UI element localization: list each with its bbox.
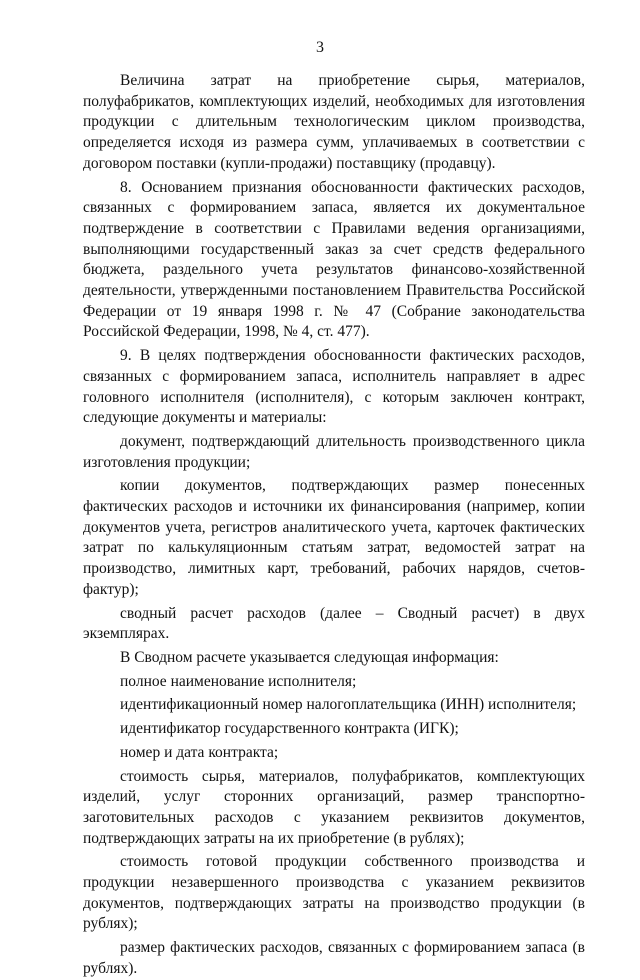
list-item-finished-products-cost: стоимость готовой продукции собственного производства и продукции незавершенного производства с указанием реквизитов документов, подтверждающих затраты на производство продукции (в рублях); [83, 853, 585, 933]
paragraph-material-costs: Величина затрат на приобретение сырья, материалов, полуфабрикатов, комплектующих изделий, необходимых для изготовления продукции с длительным технологическим циклом производства, определяется исходя из размера сумм, уплачиваемых в соответствии с договором поставки (купли-продажи) поставщику (продавцу). [83, 72, 585, 172]
list-item-summary-calculation: сводный расчет расходов (далее – Сводный расчет) в двух экземплярах. [83, 604, 585, 643]
list-item-contract-number-date: номер и дата контракта; [120, 743, 279, 761]
paragraph-item-8: 8. Основанием признания обоснованности фактических расходов, связанных с формированием запаса, является их документальное подтверждение в соответствии с Правилами ведения организациями, выполняющими государственный заказ за счет средств федерального бюджета, раздельного учета результатов финансово-хозяйственной деятельности, утвержденными постановлением Правительства Российской Федерации от 19 января 1998 г. № 47 (Собрание законодательства Российской Федерации, 1998, № 4, ст. 477). [83, 178, 585, 341]
list-item-expense-copies: копии документов, подтверждающих размер понесенных фактических расходов и источники их финансирования (например, копии документов учета, регистров аналитического учета, карточек фактических затрат по калькуляционным статьям затрат, ведомостей затрат на производство, лимитных карт, требований, рабочих нарядов, счетов-фактур); [83, 477, 585, 598]
paragraph-item-9: 9. В целях подтверждения обоснованности фактических расходов, связанных с формированием запаса, исполнитель направляет в адрес головного исполнителя (исполнителя), с которым заключен контракт, следующие документы и материалы: [83, 347, 585, 427]
paragraph-summary-info-intro: В Сводном расчете указывается следующая информация: [120, 648, 499, 666]
list-item-actual-expenses: размер фактических расходов, связанных с формированием запаса (в рублях). [83, 939, 585, 977]
list-item-materials-cost: стоимость сырья, материалов, полуфабрикатов, комплектующих изделий, услуг сторонних организаций, размер транспортно-заготовительных расходов с указанием реквизитов документов, подтверждающих затраты на их приобретение (в рублях); [83, 767, 585, 847]
document-body [83, 71, 585, 980]
list-item-contractor-name: полное наименование исполнителя; [120, 672, 357, 690]
page-number: 3 [316, 39, 324, 56]
list-item-inn: идентификационный номер налогоплательщика (ИНН) исполнителя; [120, 696, 577, 714]
list-item-production-cycle-document: документ, подтверждающий длительность производственного цикла изготовления продукции; [83, 432, 585, 471]
list-item-igk: идентификатор государственного контракта (ИГК); [120, 720, 459, 738]
